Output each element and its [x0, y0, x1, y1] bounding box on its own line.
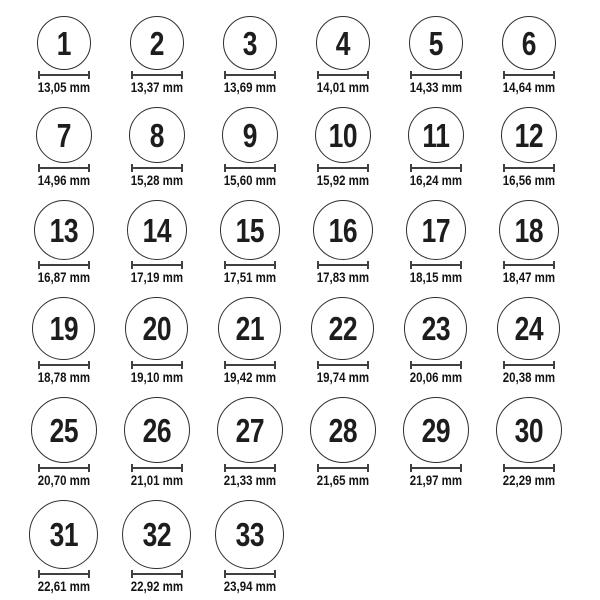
ring-size-number: 32 [142, 516, 171, 553]
ring-size-cell [17, 16, 110, 94]
ring-circle [313, 200, 373, 260]
ring-size-cell [110, 297, 203, 384]
diameter-label: 18,15 mm [409, 269, 462, 285]
diameter-label: 22,29 mm [502, 472, 555, 488]
size-row [17, 16, 600, 94]
ring-size-number: 9 [242, 116, 257, 154]
diameter-measure-line [131, 464, 183, 472]
ring-size-number: 31 [49, 516, 78, 553]
diameter-measure-line [131, 570, 183, 578]
diameter-measure-line [224, 71, 276, 79]
ring-size-cell [296, 200, 389, 284]
diameter-measure-line [224, 261, 276, 269]
diameter-label: 14,01 mm [316, 79, 369, 95]
diameter-label: 17,83 mm [316, 269, 369, 285]
ring-size-number: 15 [235, 211, 264, 249]
ring-circle [220, 200, 280, 260]
diameter-label: 18,47 mm [502, 269, 555, 285]
diameter-measure-line [224, 164, 276, 172]
size-row [17, 107, 600, 187]
diameter-label: 17,51 mm [223, 269, 276, 285]
ring-size-number: 19 [49, 310, 78, 347]
ring-circle [215, 500, 284, 569]
ring-size-cell [296, 107, 389, 187]
ring-size-cell [389, 397, 482, 487]
diameter-measure-line [317, 464, 369, 472]
diameter-measure-line [38, 361, 90, 369]
ring-size-cell [389, 107, 482, 187]
ring-circle [217, 397, 283, 463]
ring-size-number: 13 [49, 211, 78, 249]
ring-size-number: 5 [428, 24, 443, 62]
diameter-label: 13,69 mm [223, 79, 276, 95]
ring-circle [122, 500, 191, 569]
diameter-measure-line [317, 164, 369, 172]
ring-circle [403, 397, 469, 463]
ring-circle [125, 297, 188, 360]
ring-circle [36, 107, 92, 163]
ring-size-cell [389, 200, 482, 284]
ring-circle [497, 297, 560, 360]
ring-circle [501, 107, 557, 163]
diameter-measure-line [410, 164, 462, 172]
diameter-label: 14,64 mm [502, 79, 555, 95]
ring-size-number: 23 [421, 310, 450, 347]
ring-size-number: 7 [56, 116, 71, 154]
ring-size-cell [482, 297, 575, 384]
ring-size-cell [17, 500, 110, 593]
diameter-measure-line [38, 71, 90, 79]
ring-size-number: 12 [514, 116, 543, 154]
ring-size-number: 3 [242, 24, 257, 62]
ring-circle [222, 107, 278, 163]
diameter-label: 19,74 mm [316, 369, 369, 385]
ring-size-number: 2 [149, 24, 164, 62]
ring-size-number: 8 [149, 116, 164, 154]
ring-size-number: 16 [328, 211, 357, 249]
diameter-label: 15,28 mm [130, 172, 183, 188]
ring-size-cell [110, 16, 203, 94]
size-row [17, 397, 600, 487]
diameter-measure-line [38, 261, 90, 269]
ring-size-number: 4 [335, 24, 350, 62]
ring-size-cell [203, 397, 296, 487]
diameter-measure-line [131, 164, 183, 172]
diameter-measure-line [224, 464, 276, 472]
diameter-measure-line [317, 361, 369, 369]
diameter-label: 15,92 mm [316, 172, 369, 188]
ring-circle [316, 16, 370, 70]
diameter-measure-line [503, 261, 555, 269]
ring-circle [129, 107, 185, 163]
ring-size-number: 28 [328, 411, 357, 449]
ring-size-number: 29 [421, 411, 450, 449]
ring-size-cell [203, 16, 296, 94]
diameter-measure-line [410, 71, 462, 79]
diameter-label: 13,37 mm [130, 79, 183, 95]
diameter-measure-line [317, 71, 369, 79]
ring-circle [29, 500, 98, 569]
ring-size-cell [17, 297, 110, 384]
ring-size-cell [296, 397, 389, 487]
ring-size-number: 1 [56, 24, 71, 62]
ring-size-cell [110, 200, 203, 284]
ring-circle [127, 200, 187, 260]
ring-circle [37, 16, 91, 70]
ring-circle [404, 297, 467, 360]
ring-size-cell [482, 16, 575, 94]
ring-size-number: 24 [514, 310, 543, 347]
diameter-label: 21,97 mm [409, 472, 462, 488]
ring-circle [34, 200, 94, 260]
ring-circle [124, 397, 190, 463]
diameter-label: 21,33 mm [223, 472, 276, 488]
diameter-measure-line [131, 71, 183, 79]
ring-size-cell [482, 107, 575, 187]
ring-size-number: 25 [49, 411, 78, 449]
diameter-label: 22,61 mm [37, 578, 90, 594]
ring-size-number: 26 [142, 411, 171, 449]
ring-circle [409, 16, 463, 70]
ring-circle [315, 107, 371, 163]
diameter-measure-line [410, 261, 462, 269]
ring-circle [502, 16, 556, 70]
diameter-label: 21,01 mm [130, 472, 183, 488]
diameter-measure-line [38, 570, 90, 578]
diameter-measure-line [131, 361, 183, 369]
size-row [17, 297, 600, 384]
ring-size-cell [296, 16, 389, 94]
ring-circle [31, 397, 97, 463]
ring-size-cell [17, 200, 110, 284]
diameter-measure-line [410, 464, 462, 472]
ring-size-cell [110, 397, 203, 487]
size-row [17, 500, 600, 593]
diameter-measure-line [503, 71, 555, 79]
ring-size-number: 10 [328, 116, 357, 154]
ring-size-cell [17, 107, 110, 187]
diameter-label: 20,06 mm [409, 369, 462, 385]
ring-size-cell [482, 200, 575, 284]
diameter-measure-line [131, 261, 183, 269]
diameter-measure-line [503, 464, 555, 472]
diameter-label: 23,94 mm [223, 578, 276, 594]
diameter-measure-line [503, 361, 555, 369]
ring-size-number: 22 [328, 310, 357, 347]
ring-size-number: 14 [142, 211, 171, 249]
diameter-label: 21,65 mm [316, 472, 369, 488]
diameter-label: 16,56 mm [502, 172, 555, 188]
ring-size-cell [17, 397, 110, 487]
diameter-label: 18,78 mm [37, 369, 90, 385]
diameter-measure-line [38, 464, 90, 472]
ring-size-number: 18 [514, 211, 543, 249]
ring-size-cell [110, 500, 203, 593]
diameter-label: 20,70 mm [37, 472, 90, 488]
ring-size-number: 27 [235, 411, 264, 449]
diameter-label: 15,60 mm [223, 172, 276, 188]
ring-circle [499, 200, 559, 260]
ring-size-cell [482, 397, 575, 487]
ring-circle [408, 107, 464, 163]
diameter-label: 22,92 mm [130, 578, 183, 594]
diameter-label: 17,19 mm [130, 269, 183, 285]
diameter-label: 14,33 mm [409, 79, 462, 95]
ring-size-cell [389, 297, 482, 384]
ring-size-cell [203, 500, 296, 593]
ring-size-number: 17 [421, 211, 450, 249]
diameter-label: 19,10 mm [130, 369, 183, 385]
ring-circle [310, 397, 376, 463]
ring-circle [406, 200, 466, 260]
ring-circle [496, 397, 562, 463]
ring-circle [32, 297, 95, 360]
ring-size-cell [389, 16, 482, 94]
ring-size-number: 33 [235, 516, 264, 553]
ring-size-number: 21 [235, 310, 264, 347]
ring-circle [130, 16, 184, 70]
ring-size-number: 11 [421, 116, 450, 154]
ring-circle [311, 297, 374, 360]
diameter-label: 20,38 mm [502, 369, 555, 385]
diameter-measure-line [224, 361, 276, 369]
ring-size-cell [203, 297, 296, 384]
ring-size-cell [203, 200, 296, 284]
diameter-label: 16,24 mm [409, 172, 462, 188]
diameter-label: 19,42 mm [223, 369, 276, 385]
diameter-measure-line [38, 164, 90, 172]
ring-size-number: 20 [142, 310, 171, 347]
size-row [17, 200, 600, 284]
ring-circle [223, 16, 277, 70]
diameter-measure-line [410, 361, 462, 369]
diameter-measure-line [503, 164, 555, 172]
diameter-measure-line [317, 261, 369, 269]
ring-size-cell [296, 297, 389, 384]
diameter-label: 13,05 mm [37, 79, 90, 95]
diameter-label: 14,96 mm [37, 172, 90, 188]
ring-size-cell [203, 107, 296, 187]
diameter-measure-line [224, 570, 276, 578]
ring-size-number: 6 [521, 24, 536, 62]
ring-circle [218, 297, 281, 360]
ring-size-cell [110, 107, 203, 187]
diameter-label: 16,87 mm [37, 269, 90, 285]
ring-size-number: 30 [514, 411, 543, 449]
